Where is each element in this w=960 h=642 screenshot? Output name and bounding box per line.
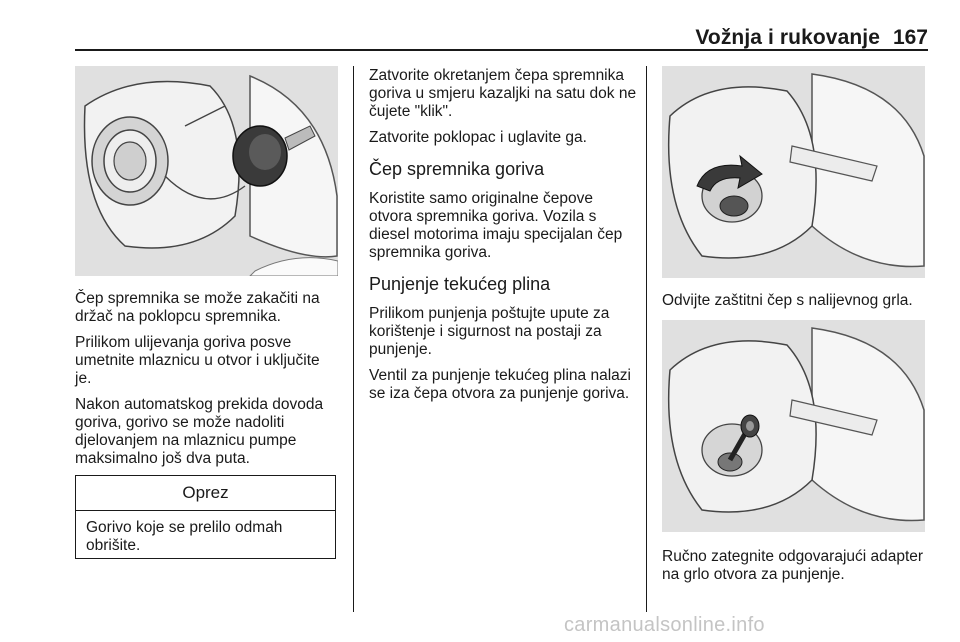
fuel-cap-holder-icon: [75, 66, 338, 276]
caution-title: Oprez: [76, 476, 335, 511]
paragraph-close-cap: Zatvorite okretanjem čepa spremnika goriva u smjeru kazaljki na satu dok ne čujete "klik".: [369, 67, 637, 120]
paragraph-original-caps: Koristite samo originalne čepove otvora spremnika goriva. Vozila s diesel motorima imaju specijalan čep spremnika goriva.: [369, 190, 623, 261]
paragraph-refill: Nakon automatskog prekida dovoda goriva, gorivo se može nadoliti djelovanjem na mlaznicu pumpe maksimalno još dva puta.: [75, 396, 324, 467]
middle-column: [369, 67, 637, 411]
caution-box: [75, 475, 336, 559]
caution-text: Gorivo koje se prelilo odmah obrišite.: [86, 519, 283, 554]
header-rule: [75, 49, 928, 51]
watermark: carmanualsonline.info: [564, 614, 765, 636]
column-divider-right: [646, 66, 647, 612]
page-number: 167: [892, 26, 928, 49]
unscrew-cap-icon: [662, 66, 925, 278]
figure-lpg-adapter: [662, 320, 925, 532]
paragraph-close-flap: Zatvorite poklopac i uglavite ga.: [369, 129, 587, 146]
column-divider-left: [353, 66, 354, 612]
figure-unscrew-cap: [662, 66, 925, 278]
heading-fuel-cap: Čep spremnika goriva: [369, 159, 545, 179]
left-column: [75, 290, 340, 476]
paragraph-cap-holder: Čep spremnika se može zakačiti na držač na poklopcu spremnika.: [75, 290, 320, 325]
page-title: Vožnja i rukovanje: [695, 26, 880, 49]
caption-unscrew-cap: Odvijte zaštitni čep s nalijevnog grla.: [662, 292, 913, 309]
heading-lpg-refuelling: Punjenje tekućeg plina: [369, 274, 551, 294]
figure-fuel-cap-holder: [75, 66, 338, 276]
paragraph-station-instructions: Prilikom punjenja poštujte upute za korištenje i sigurnost na postaji za punjenje.: [369, 305, 610, 358]
paragraph-insert-nozzle: Prilikom ulijevanja goriva posve umetnite mlaznicu u otvor i uključite je.: [75, 334, 320, 387]
paragraph-lpg-valve: Ventil za punjenje tekućeg plina nalazi se iza čepa otvora za punjenje goriva.: [369, 367, 631, 402]
lpg-adapter-icon: [662, 320, 925, 532]
caption-lpg-adapter: Ručno zategnite odgovarajući adapter na grlo otvora za punjenje.: [662, 548, 924, 583]
